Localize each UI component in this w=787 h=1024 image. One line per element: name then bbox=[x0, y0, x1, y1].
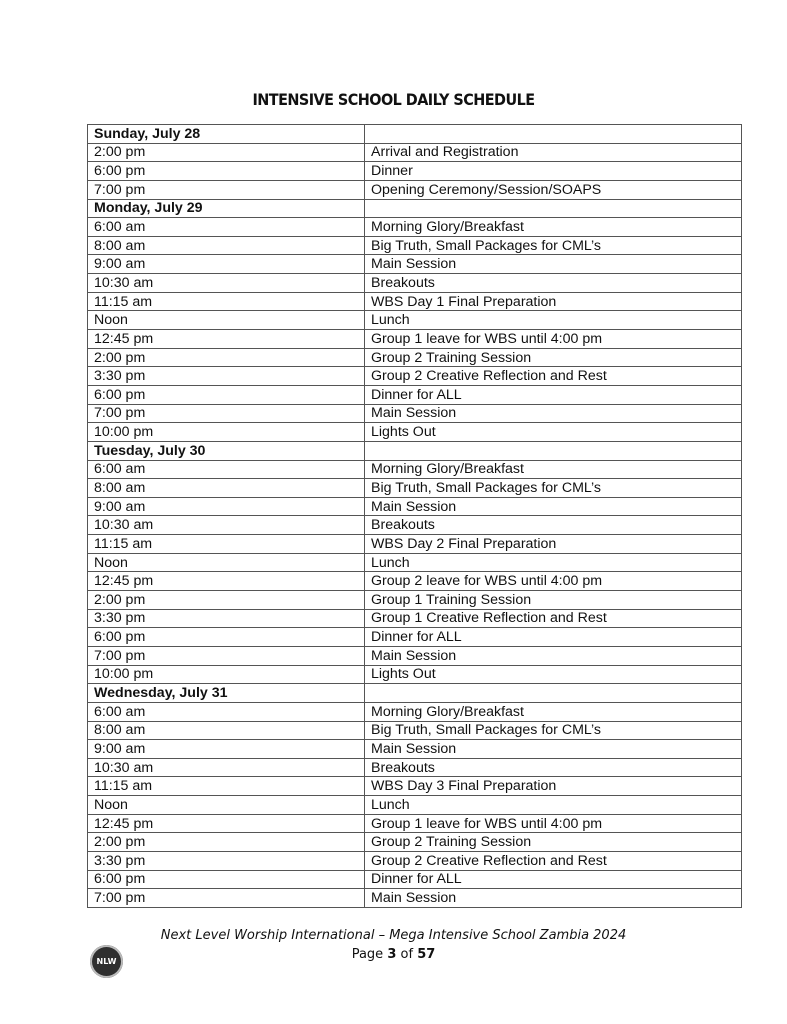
page-title: INTENSIVE SCHOOL DAILY SCHEDULE bbox=[252, 90, 535, 109]
table-row bbox=[88, 330, 742, 349]
day-label: Monday, July 29 bbox=[88, 199, 365, 218]
day-label: Sunday, July 28 bbox=[88, 125, 365, 144]
time-cell: 6:00 pm bbox=[88, 628, 365, 647]
day-header-row bbox=[88, 684, 742, 703]
time-cell: 12:45 pm bbox=[88, 572, 365, 591]
time-cell: 7:00 pm bbox=[88, 889, 365, 908]
day-label: Tuesday, July 30 bbox=[88, 441, 365, 460]
table-row bbox=[88, 460, 742, 479]
time-cell: 7:00 pm bbox=[88, 180, 365, 199]
page-current: 3 bbox=[387, 947, 397, 962]
time-cell: 6:00 pm bbox=[88, 870, 365, 889]
activity-cell: Breakouts bbox=[365, 758, 742, 777]
time-cell: 8:00 am bbox=[88, 479, 365, 498]
activity-cell: Dinner for ALL bbox=[365, 870, 742, 889]
table-row bbox=[88, 236, 742, 255]
table-row bbox=[88, 497, 742, 516]
table-row bbox=[88, 758, 742, 777]
activity-cell bbox=[365, 199, 742, 218]
time-cell: 6:00 am bbox=[88, 460, 365, 479]
table-row bbox=[88, 553, 742, 572]
time-cell: 12:45 pm bbox=[88, 814, 365, 833]
activity-cell: Main Session bbox=[365, 497, 742, 516]
activity-cell: Morning Glory/Breakfast bbox=[365, 702, 742, 721]
table-row bbox=[88, 255, 742, 274]
activity-cell bbox=[365, 125, 742, 144]
time-cell: 6:00 pm bbox=[88, 162, 365, 181]
page-total: 57 bbox=[417, 947, 436, 962]
time-cell: 9:00 am bbox=[88, 497, 365, 516]
activity-cell: Lunch bbox=[365, 796, 742, 815]
time-cell: 3:30 pm bbox=[88, 367, 365, 386]
table-row bbox=[88, 218, 742, 237]
table-row bbox=[88, 162, 742, 181]
time-cell: 2:00 pm bbox=[88, 348, 365, 367]
activity-cell: Morning Glory/Breakfast bbox=[365, 460, 742, 479]
day-header-row bbox=[88, 441, 742, 460]
schedule-table-body bbox=[88, 125, 742, 908]
time-cell: 10:00 pm bbox=[88, 423, 365, 442]
footer-text: Next Level Worship International – Mega Intensive School Zambia 2024 bbox=[160, 928, 627, 943]
table-row bbox=[88, 777, 742, 796]
activity-cell: Dinner for ALL bbox=[365, 385, 742, 404]
activity-cell: Big Truth, Small Packages for CML’s bbox=[365, 721, 742, 740]
table-row bbox=[88, 814, 742, 833]
time-cell: Noon bbox=[88, 796, 365, 815]
time-cell: Noon bbox=[88, 553, 365, 572]
activity-cell: Arrival and Registration bbox=[365, 143, 742, 162]
time-cell: 2:00 pm bbox=[88, 143, 365, 162]
day-header-row bbox=[88, 199, 742, 218]
activity-cell bbox=[365, 441, 742, 460]
activity-cell: Big Truth, Small Packages for CML’s bbox=[365, 236, 742, 255]
activity-cell: Breakouts bbox=[365, 516, 742, 535]
table-row bbox=[88, 348, 742, 367]
time-cell: 10:30 am bbox=[88, 274, 365, 293]
table-row bbox=[88, 180, 742, 199]
table-row bbox=[88, 646, 742, 665]
time-cell: 3:30 pm bbox=[88, 609, 365, 628]
time-cell: 11:15 am bbox=[88, 777, 365, 796]
page-word: Page bbox=[351, 947, 384, 962]
time-cell: 12:45 pm bbox=[88, 330, 365, 349]
activity-cell: Main Session bbox=[365, 740, 742, 759]
table-row bbox=[88, 292, 742, 311]
table-row bbox=[88, 870, 742, 889]
time-cell: 3:30 pm bbox=[88, 851, 365, 870]
table-row bbox=[88, 516, 742, 535]
day-header-row bbox=[88, 125, 742, 144]
activity-cell: Lights Out bbox=[365, 665, 742, 684]
time-cell: Noon bbox=[88, 311, 365, 330]
activity-cell: Group 2 Training Session bbox=[365, 348, 742, 367]
table-row bbox=[88, 665, 742, 684]
table-row bbox=[88, 591, 742, 610]
table-row bbox=[88, 367, 742, 386]
activity-cell: Group 2 Training Session bbox=[365, 833, 742, 852]
activity-cell: Dinner bbox=[365, 162, 742, 181]
activity-cell: Group 2 leave for WBS until 4:00 pm bbox=[365, 572, 742, 591]
table-row bbox=[88, 535, 742, 554]
activity-cell: Group 1 leave for WBS until 4:00 pm bbox=[365, 330, 742, 349]
table-row bbox=[88, 721, 742, 740]
activity-cell: Main Session bbox=[365, 404, 742, 423]
activity-cell: Main Session bbox=[365, 889, 742, 908]
table-row bbox=[88, 889, 742, 908]
activity-cell: Main Session bbox=[365, 255, 742, 274]
activity-cell: Group 2 Creative Reflection and Rest bbox=[365, 367, 742, 386]
activity-cell: Main Session bbox=[365, 646, 742, 665]
activity-cell: Group 1 Training Session bbox=[365, 591, 742, 610]
table-row bbox=[88, 609, 742, 628]
time-cell: 10:30 am bbox=[88, 758, 365, 777]
table-row bbox=[88, 740, 742, 759]
time-cell: 9:00 am bbox=[88, 740, 365, 759]
page-of: of bbox=[400, 947, 414, 962]
activity-cell: Dinner for ALL bbox=[365, 628, 742, 647]
activity-cell: Breakouts bbox=[365, 274, 742, 293]
time-cell: 6:00 am bbox=[88, 702, 365, 721]
activity-cell: WBS Day 2 Final Preparation bbox=[365, 535, 742, 554]
activity-cell: Group 1 leave for WBS until 4:00 pm bbox=[365, 814, 742, 833]
time-cell: 6:00 am bbox=[88, 218, 365, 237]
time-cell: 8:00 am bbox=[88, 721, 365, 740]
time-cell: 10:00 pm bbox=[88, 665, 365, 684]
table-row bbox=[88, 423, 742, 442]
table-row bbox=[88, 572, 742, 591]
activity-cell: Big Truth, Small Packages for CML’s bbox=[365, 479, 742, 498]
table-row bbox=[88, 479, 742, 498]
table-row bbox=[88, 274, 742, 293]
activity-cell: Lunch bbox=[365, 553, 742, 572]
activity-cell: Group 2 Creative Reflection and Rest bbox=[365, 851, 742, 870]
table-row bbox=[88, 851, 742, 870]
table-row bbox=[88, 404, 742, 423]
table-row bbox=[88, 628, 742, 647]
table-row bbox=[88, 311, 742, 330]
activity-cell: Lights Out bbox=[365, 423, 742, 442]
activity-cell: Lunch bbox=[365, 311, 742, 330]
day-label: Wednesday, July 31 bbox=[88, 684, 365, 703]
time-cell: 11:15 am bbox=[88, 292, 365, 311]
time-cell: 7:00 pm bbox=[88, 646, 365, 665]
time-cell: 7:00 pm bbox=[88, 404, 365, 423]
activity-cell bbox=[365, 684, 742, 703]
nlw-logo: NLW bbox=[90, 945, 123, 978]
time-cell: 9:00 am bbox=[88, 255, 365, 274]
time-cell: 11:15 am bbox=[88, 535, 365, 554]
table-row bbox=[88, 143, 742, 162]
schedule-table bbox=[87, 124, 742, 908]
activity-cell: Opening Ceremony/Session/SOAPS bbox=[365, 180, 742, 199]
table-row bbox=[88, 796, 742, 815]
time-cell: 8:00 am bbox=[88, 236, 365, 255]
table-row bbox=[88, 702, 742, 721]
table-row bbox=[88, 385, 742, 404]
activity-cell: WBS Day 3 Final Preparation bbox=[365, 777, 742, 796]
activity-cell: Morning Glory/Breakfast bbox=[365, 218, 742, 237]
table-row bbox=[88, 833, 742, 852]
time-cell: 2:00 pm bbox=[88, 591, 365, 610]
time-cell: 2:00 pm bbox=[88, 833, 365, 852]
activity-cell: Group 1 Creative Reflection and Rest bbox=[365, 609, 742, 628]
time-cell: 10:30 am bbox=[88, 516, 365, 535]
time-cell: 6:00 pm bbox=[88, 385, 365, 404]
activity-cell: WBS Day 1 Final Preparation bbox=[365, 292, 742, 311]
page-number bbox=[0, 947, 787, 962]
